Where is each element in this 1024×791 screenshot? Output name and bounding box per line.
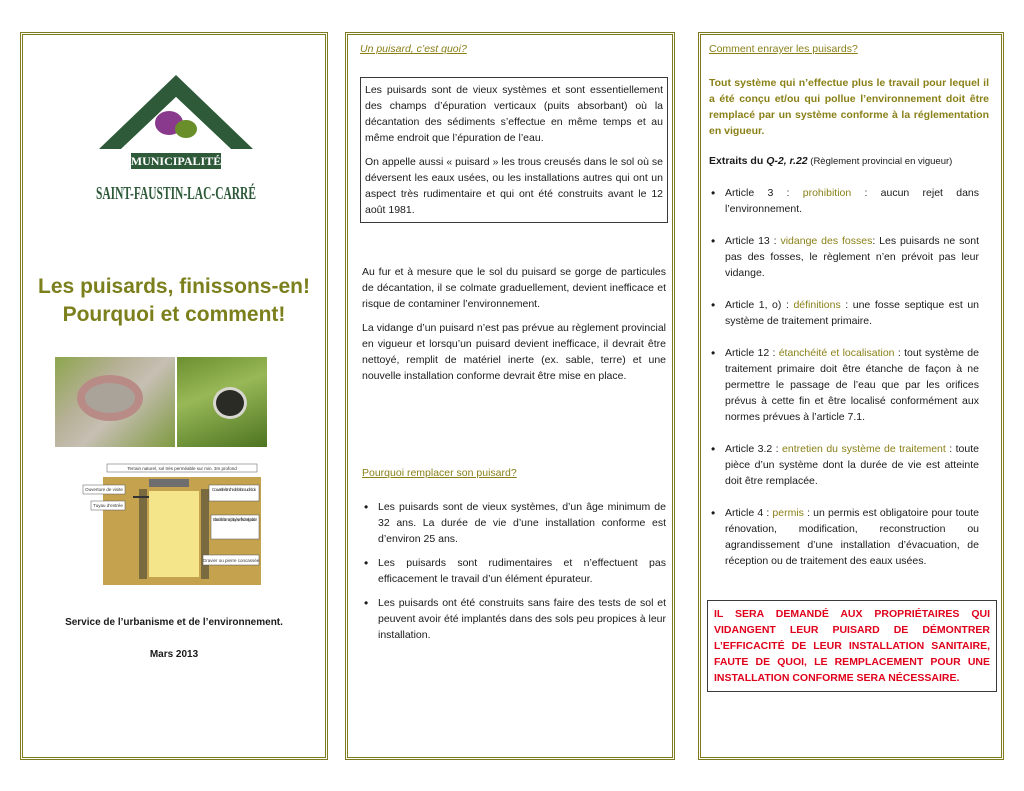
diagram-label-blocs: Blocs de béton non jointoyés, enfilés dans tige d'acier	[213, 517, 258, 522]
warning-box: IL SERA DEMANDÉ AUX PROPRIÉTAIRES QUI VIDANGENT LEUR PUISARD DE DÉMONTRER L’EFFICACITÉ DE LEUR INSTALLATION SANITAIRE, FAUTE DE QUOI, LE REMPLACEMENT POUR UNE INSTALLATION CONFORME SERA NÉCESSAIRE.	[707, 600, 997, 692]
explanation-block	[362, 264, 666, 384]
diagram-label-ouverture: Ouverture de visite	[85, 487, 123, 492]
title-line1: Les puisards, finissons-en!	[38, 275, 310, 298]
panel-cover	[20, 32, 348, 760]
extraits-line	[709, 153, 999, 170]
article-item: • Article 12 : étanchéité et localisation : tout système de traitement primaire doit être étanche de façon à ne permettre le passage de l’eau que par les orifices prévus à cette fin et être localisé conformément aux normes prévues à l’article 7.1.	[709, 345, 979, 425]
photo-cesspool-pipe	[177, 357, 267, 447]
article-item: • Article 3 : prohibition : aucun rejet dans l’environnement.	[709, 185, 979, 217]
diagram-label-gravier: Gravier ou pierre concassée	[202, 558, 260, 563]
service-name: Service de l’urbanisme et de l’environnement.	[65, 617, 283, 628]
reasons-list	[362, 499, 666, 643]
heading-why-replace: Pourquoi remplacer son puisard?	[362, 467, 517, 479]
photo-cesspool-blocks	[55, 357, 175, 447]
explanation-paragraph-2: La vidange d’un puisard n’est pas prévue au règlement provincial en vigueur et lorsqu’un puisard devient inefficace, il devrait être nettoyé, remplit de matériel inerte (ex. sable, terre) et une nouvelle installation conforme devrait être mise en place.	[362, 322, 666, 382]
article-item: • Article 4 : permis : un permis est obligatoire pour toute rénovation, modification, reconstruction ou agrandissement d’une installation d’évacuation, de réception ou de traitement des eaux usées.	[709, 505, 979, 569]
cesspool-diagram	[85, 463, 261, 585]
explanation-paragraph-1: Au fur et à mesure que le sol du puisard se gorge de particules de décantation, il se colmate graduellement, devient inefficace et risque de contaminer l’environnement.	[362, 266, 666, 310]
diagram-label-top: Terrain naturel, sol très perméable sur min. 3m profond	[127, 466, 237, 471]
definition-paragraph-1: Les puisards sont de vieux systèmes et sont essentiellement des champs d’épuration verticaux (puits absorbant) où la décantation des sédiments s’effectue en même temps et au même endroit que l’épuration de l’eau.	[365, 84, 663, 144]
heading-what-is: Un puisard, c’est quoi?	[360, 43, 467, 55]
logo-line1: MUNICIPALITÉ	[130, 154, 222, 168]
list-item: • Les puisards sont rudimentaires et n’effectuent pas efficacement le travail d’un élément épurateur.	[362, 555, 666, 587]
title-line2: Pourquoi et comment!	[62, 303, 286, 326]
panel-definition	[345, 32, 675, 760]
article-item: • Article 13 : vidange des fosses: Les puisards ne sont pas des fosses, le règlement n’en prévoit pas leur vidange.	[709, 233, 979, 281]
article-item: • Article 3.2 : entretien du système de traitement : toute pièce d’un système dont la durée de vie est atteinte doit être remplacée.	[709, 441, 979, 489]
diagram-label-tuyau: Tuyau d'entrée	[93, 503, 123, 508]
logo-line2: SAINT-FAUSTIN-LAC-CARRÉ	[96, 183, 348, 203]
article-item: • Article 1, o) : définitions : une fosse septique est un système de traitement primaire.	[709, 297, 979, 329]
definition-box	[360, 77, 668, 223]
extraits-ref: Q-2, r.22	[766, 155, 808, 167]
diagram-label-couvercle: Couvercle étanche de béton ou de bois	[212, 487, 256, 492]
municipality-logo	[91, 71, 348, 231]
extraits-note: (Règlement provincial en vigueur)	[807, 156, 953, 167]
list-item: • Les puisards ont été construits sans faire des tests de sol et peuvent avoir été implantés dans des sols peu propices à leur installation.	[362, 595, 666, 643]
list-item: • Les puisards sont de vieux systèmes, d’un âge minimum de 32 ans. La durée de vie d’une installation conforme est d’environ 25 ans.	[362, 499, 666, 547]
definition-paragraph-2: On appelle aussi « puisard » les trous creusés dans le sol où se déversent les eaux usées, ou les installations autres qui ont un aspect très rudimentaire et qui ont été construits avant le 12 août 1981.	[365, 156, 663, 216]
brochure-title	[23, 273, 325, 329]
heading-how-to: Comment enrayer les puisards?	[709, 43, 858, 55]
lead-statement: Tout système qui n’effectue plus le travail pour lequel il a été conçu et/ou qui pollue l’environnement doit être remplacé par un système conforme à la réglementation en vigueur.	[709, 77, 989, 137]
articles-list	[709, 185, 979, 569]
photo-strip	[55, 357, 267, 447]
extraits-label: Extraits du	[709, 155, 767, 167]
panel-regulation	[698, 32, 1004, 760]
publication-date: Mars 2013	[149, 649, 199, 660]
